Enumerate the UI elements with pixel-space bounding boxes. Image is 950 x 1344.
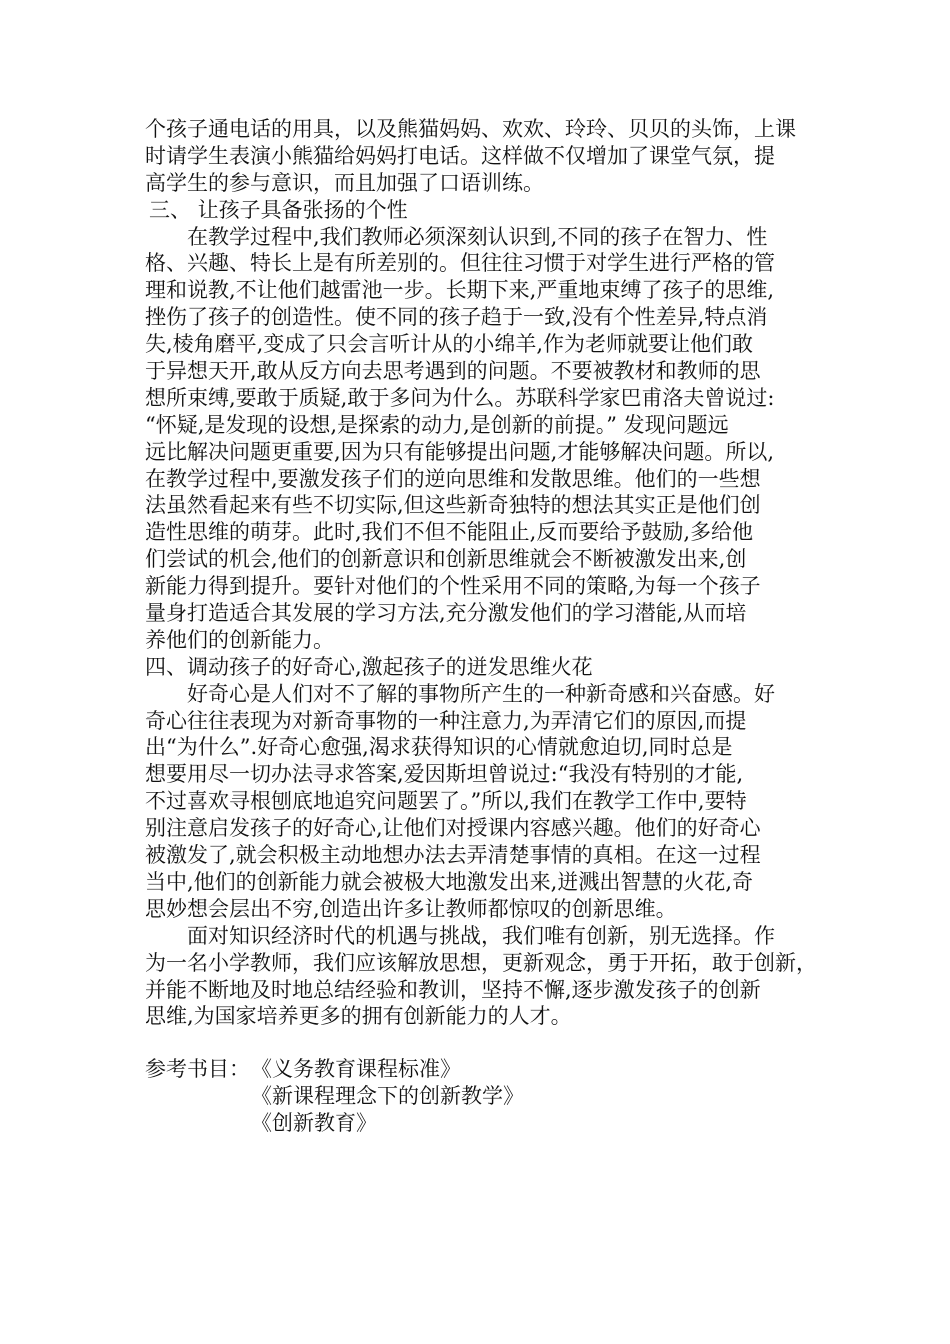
text-line: 们尝试的机会,他们的创新意识和创新思维就会不断被激发出来,创 [145,547,747,572]
text-line: 出“为什么”.好奇心愈强,渴求获得知识的心情就愈迫切,同时总是 [145,735,733,760]
text-line: 面对知识经济时代的机遇与挑战，我们唯有创新，别无选择。作 [187,923,775,948]
text-line: “怀疑,是发现的设想,是探索的动力,是创新的前提。” 发现问题远 [145,412,729,437]
text-line: 不过喜欢寻根刨底地追究问题罢了。”所以,我们在教学工作中,要特 [145,789,747,814]
reference-book: 《新课程理念下的创新教学》 [251,1084,524,1109]
text-line: 理和说教,不让他们越雷池一步。长期下来,严重地束缚了孩子的思维, [145,278,775,303]
section-3-heading: 三、 让孩子具备张扬的个性 [149,197,408,222]
text-line: 高学生的参与意识，而且加强了口语训练。 [145,170,544,195]
text-line: 挫伤了孩子的创造性。使不同的孩子趋于一致,没有个性差异,特点消 [145,305,768,330]
conclusion-paragraph [145,923,820,1031]
reference-book: 《创新教育》 [251,1111,377,1136]
intro-paragraph [145,116,820,197]
text-line: 个孩子通电话的用具，以及熊猫妈妈、欢欢、玲玲、贝贝的头饰，上课 [145,117,796,141]
text-line: 在教学过程中,要激发孩子们的逆向思维和发散思维。他们的一些想 [145,466,761,491]
text-line: 奇心往往表现为对新奇事物的一种注意力,为弄清它们的原因,而提 [145,708,747,733]
text-line: 量身打造适合其发展的学习方法,充分激发他们的学习潜能,从而培 [145,601,747,626]
section-4-heading: 四、调动孩子的好奇心,激起孩子的迸发思维火花 [145,654,593,679]
text-line: 失,棱角磨平,变成了只会言听计从的小绵羊,作为老师就要让他们敢 [145,332,754,357]
text-line: 养他们的创新能力。 [145,627,334,652]
references-label: 参考书目： [145,1057,250,1082]
section-3-paragraph [145,224,820,654]
text-line: 为一名小学教师，我们应该解放思想，更新观念，勇于开拓，敢于创新， [145,950,817,975]
reference-row [145,1110,820,1137]
text-line: 新能力得到提升。要针对他们的个性采用不同的策略,为每一个孩子 [145,574,761,599]
reference-book: 《义务教育课程标准》 [251,1057,461,1082]
text-line: 想要用尽一切办法寻求答案,爱因斯坦曾说过:“我没有特别的才能, [145,762,744,787]
section-4-paragraph [145,681,820,923]
text-line: 造性思维的萌芽。此时,我们不但不能阻止,反而要给予鼓励,多给他 [145,520,754,545]
document-page [145,116,820,1137]
text-line: 远比解决问题更重要,因为只有能够提出问题,才能够解决问题。所以, [145,439,775,464]
text-line: 思维,为国家培养更多的拥有创新能力的人才。 [145,1004,572,1029]
text-line: 想所束缚,要敢于质疑,敢于多问为什么。苏联科学家巴甫洛夫曾说过: [145,385,775,410]
references-section [145,1056,820,1137]
spacer [145,1030,820,1056]
text-line: 法虽然看起来有些不切实际,但这些新奇独特的想法其实正是他们创 [145,493,761,518]
text-line: 在教学过程中,我们教师必须深刻认识到,不同的孩子在智力、性 [187,224,768,249]
text-line: 当中,他们的创新能力就会被极大地激发出来,迸溅出智慧的火花,奇 [145,869,754,894]
reference-row [145,1056,820,1083]
text-line: 于异想天开,敢从反方向去思考遇到的问题。不要被教材和教师的思 [145,359,761,384]
text-line: 别注意启发孩子的好奇心,让他们对授课内容感兴趣。他们的好奇心 [145,816,761,841]
text-line: 被激发了,就会积极主动地想办法去弄清楚事情的真相。在这一过程 [145,843,761,868]
text-line: 好奇心是人们对不了解的事物所产生的一种新奇感和兴奋感。好 [187,681,775,706]
reference-row [145,1083,820,1110]
text-line: 格、兴趣、特长上是有所差别的。但往往习惯于对学生进行严格的管 [145,251,775,276]
text-line: 并能不断地及时地总结经验和教训，坚持不懈,逐步激发孩子的创新 [145,977,761,1002]
text-line: 思妙想会层出不穷,创造出许多让教师都惊叹的创新思维。 [145,896,677,921]
text-line: 时请学生表演小熊猫给妈妈打电话。这样做不仅增加了课堂气氛，提 [145,143,775,168]
